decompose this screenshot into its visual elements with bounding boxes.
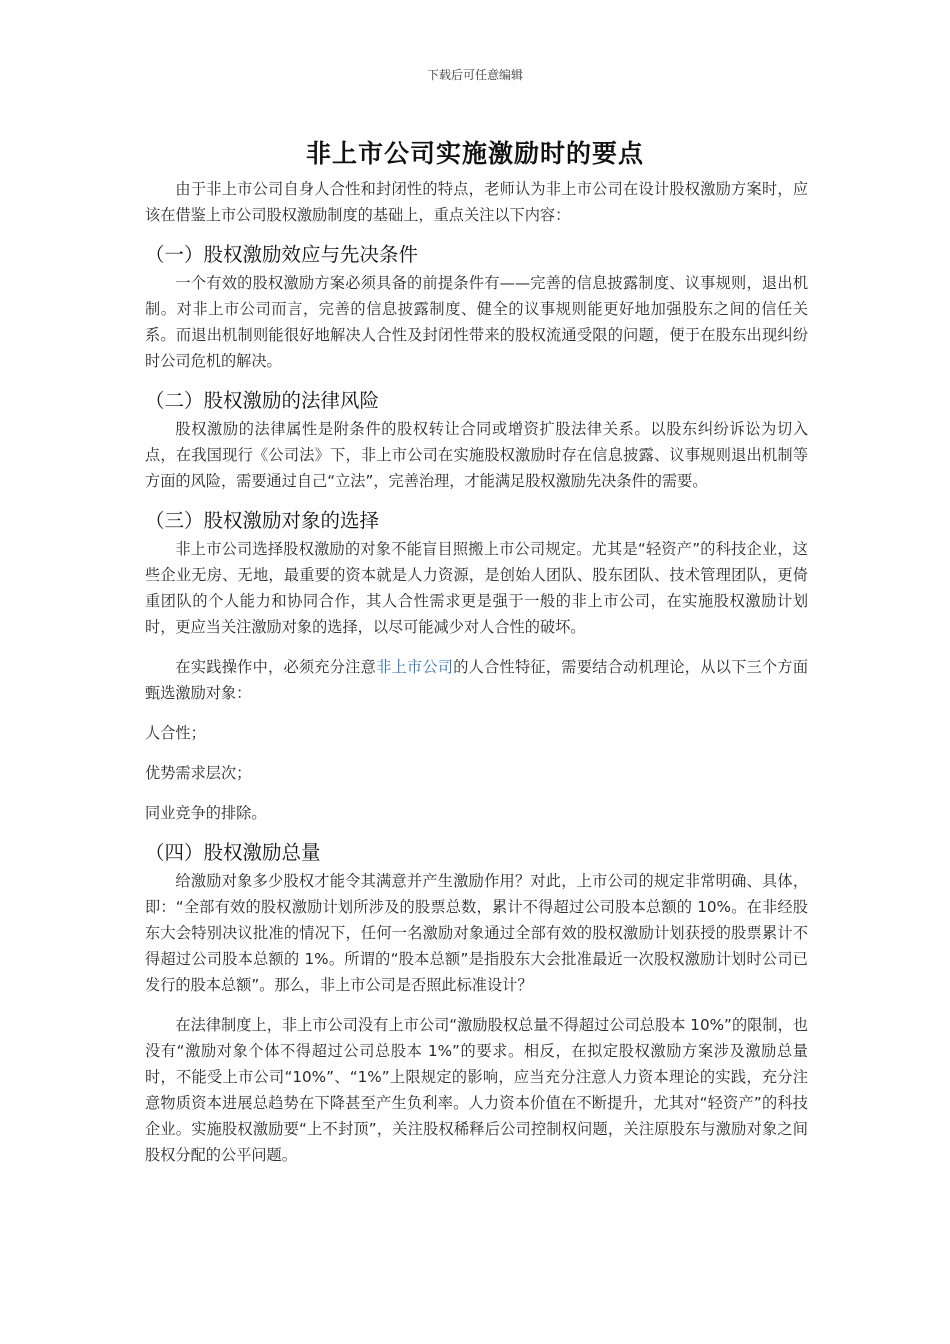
document-body bbox=[145, 176, 808, 1168]
section-3-paragraph: 非上市公司选择股权激励的对象不能盲目照搬上市公司规定。尤其是“轻资产”的科技企业，这些企业无房、无地，最重要的资本就是人力资源，是创始人团队、股东团队、技术管理团队，更倚重团队的个人能力和协同合作，其人合性需求更是强于一般的非上市公司，在实施股权激励计划时，更应当关注激励对象的选择，以尽可能减少对人合性的破坏。 bbox=[145, 540, 808, 636]
section-4-paragraph-1: 给激励对象多少股权才能令其满意并产生激励作用？对此，上市公司的规定非常明确、具体，即：“全部有效的股权激励计划所涉及的股票总数，累计不得超过公司股本总额的 10%。在非经股东大会特别决议批准的情况下，任何一名激励对象通过全部有效的股权激励计划获授的股票累计不得超过公司股本总额的 1%。所谓的“股本总额”是指股东大会批准最近一次股权激励计划时公司已发行的股本总额”。那么，非上市公司是否照此标准设计？ bbox=[145, 872, 808, 994]
section-4-paragraph-2: 在法律制度上，非上市公司没有上市公司“激励股权总量不得超过公司总股本 10%”的限制，也没有“激励对象个体不得超过公司总股本 1%”的要求。相反，在拟定股权激励方案涉及激励总量时，不能受上市公司“10%”、“1%”上限规定的影响，应当充分注意人力资本理论的实践，充分注意物质资本进展总趋势在下降甚至产生负利率。人力资本价值在不断提升，尤其对“轻资产”的科技企业。实施股权激励要“上不封顶”，关注股权稀释后公司控制权问题，关注原股东与激励对象之间股权分配的公平问题。 bbox=[145, 1016, 808, 1164]
non-listed-company-link[interactable]: 非上市公司 bbox=[376, 658, 454, 676]
section-heading-2: （二）股权激励的法律风险 bbox=[145, 389, 380, 412]
practice-paragraph bbox=[145, 654, 808, 706]
list-item: 同业竞争的排除。 bbox=[145, 804, 267, 822]
section-heading-3: （三）股权激励对象的选择 bbox=[145, 509, 380, 532]
intro-paragraph: 由于非上市公司自身人合性和封闭性的特点，老师认为非上市公司在设计股权激励方案时，应该在借鉴上市公司股权激励制度的基础上，重点关注以下内容： bbox=[145, 180, 808, 224]
list-item: 优势需求层次； bbox=[145, 764, 252, 782]
practice-text-before: 在实践操作中，必须充分注意 bbox=[175, 658, 377, 676]
list-item: 人合性； bbox=[145, 724, 206, 742]
section-1-paragraph: 一个有效的股权激励方案必须具备的前提条件有——完善的信息披露制度、议事规则，退出机制。对非上市公司而言，完善的信息披露制度、健全的议事规则能更好地加强股东之间的信任关系。而退出机制则能很好地解决人合性及封闭性带来的股权流通受限的问题，便于在股东出现纠纷时公司危机的解决。 bbox=[145, 274, 808, 370]
page-title: 非上市公司实施激励时的要点 bbox=[305, 139, 644, 168]
section-heading-1: （一）股权激励效应与先决条件 bbox=[145, 243, 419, 266]
header-note: 下载后可任意编辑 bbox=[426, 68, 523, 82]
section-2-paragraph: 股权激励的法律属性是附条件的股权转让合同或增资扩股法律关系。以股东纠纷诉讼为切入点，在我国现行《公司法》下，非上市公司在实施股权激励时存在信息披露、议事规则退出机制等方面的风险，需要通过自己“立法”，完善治理，才能满足股权激励先决条件的需要。 bbox=[145, 420, 808, 490]
practice-text-after: 的人合性特征，需要结合动机理论，从以下三个方面甄选激励对象： bbox=[145, 658, 809, 702]
section-heading-4: （四）股权激励总量 bbox=[145, 841, 321, 864]
